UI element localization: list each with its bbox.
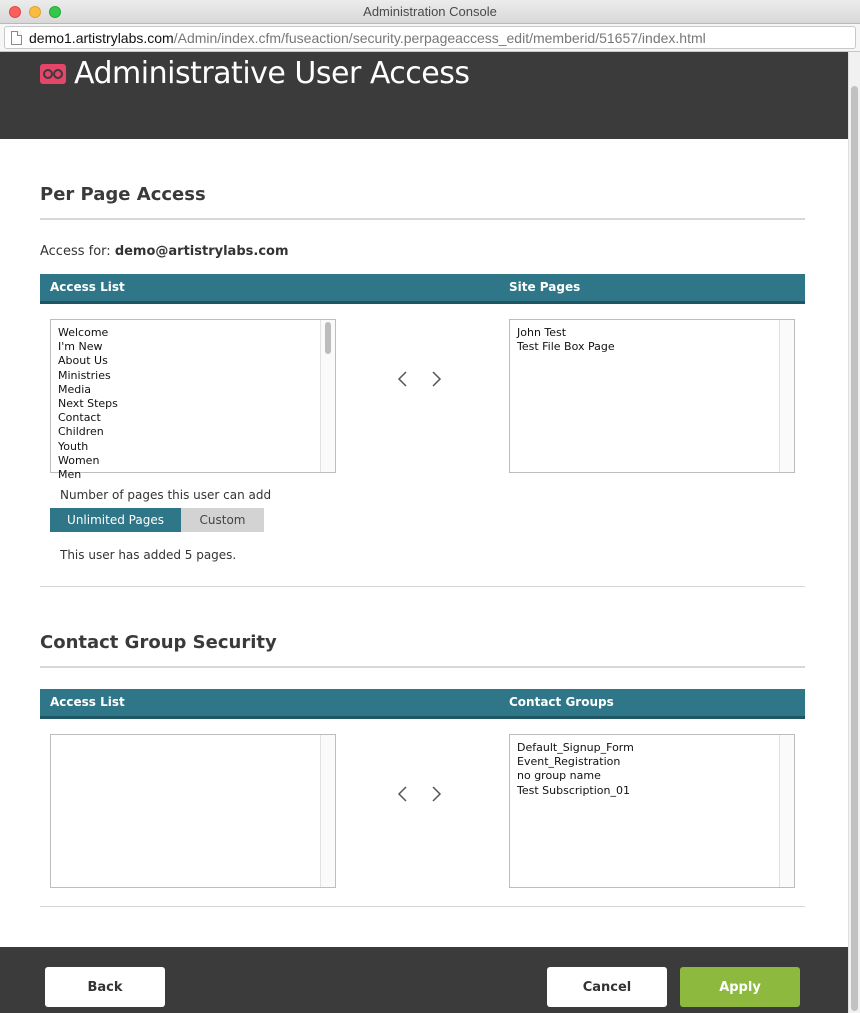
site-pages-list bbox=[517, 326, 615, 354]
chevron-left-icon bbox=[396, 369, 408, 389]
custom-pages-toggle[interactable]: Custom bbox=[181, 508, 264, 532]
contact-group-item[interactable]: Test Subscription_01 bbox=[517, 783, 631, 797]
address-bar bbox=[0, 24, 860, 52]
move-right-button[interactable] bbox=[431, 369, 443, 389]
document-icon bbox=[11, 31, 22, 45]
access-list-item[interactable]: Next Steps bbox=[58, 397, 118, 411]
divider bbox=[40, 586, 805, 587]
divider bbox=[40, 218, 805, 220]
page-count-label: Number of pages this user can add bbox=[60, 488, 272, 502]
divider bbox=[40, 666, 805, 668]
site-pages-box[interactable] bbox=[509, 319, 795, 473]
per-page-section-title: Per Page Access bbox=[40, 184, 206, 205]
url-text bbox=[29, 30, 706, 46]
access-for-user: demo@artistrylabs.com bbox=[114, 244, 289, 259]
footer-bar bbox=[0, 947, 848, 1013]
access-for bbox=[40, 244, 289, 259]
unlimited-pages-toggle[interactable]: Unlimited Pages bbox=[50, 508, 181, 532]
url-field[interactable] bbox=[4, 26, 856, 49]
site-page-item[interactable]: Test File Box Page bbox=[517, 340, 615, 354]
access-list-item[interactable]: Men bbox=[58, 468, 82, 482]
site-pages-scrollbar[interactable] bbox=[779, 320, 794, 472]
url-host: demo1.artistrylabs.com bbox=[29, 30, 174, 46]
access-list-scrollbar[interactable] bbox=[320, 320, 335, 472]
divider bbox=[40, 906, 805, 907]
page-scrollbar-thumb[interactable] bbox=[851, 86, 858, 1011]
contact-group-item[interactable]: Default_Signup_Form bbox=[517, 741, 634, 754]
access-list-header: Access List bbox=[50, 280, 125, 294]
cg-access-list-box[interactable] bbox=[50, 734, 336, 888]
contact-group-section-title: Contact Group Security bbox=[40, 632, 277, 653]
access-list-item[interactable]: Children bbox=[58, 425, 104, 439]
access-list-box[interactable] bbox=[50, 319, 336, 482]
site-page-item[interactable]: John Test bbox=[517, 326, 567, 339]
access-list bbox=[58, 326, 118, 482]
cg-move-right-button[interactable] bbox=[431, 784, 443, 804]
page-title: Administrative User Access bbox=[74, 56, 470, 91]
access-list-item[interactable]: Youth bbox=[58, 439, 89, 453]
logo-icon bbox=[40, 64, 66, 84]
contact-group-item[interactable]: no group name bbox=[517, 769, 601, 783]
app-header bbox=[0, 52, 848, 139]
url-path: /Admin/index.cfm/fuseaction/security.perpageaccess_edit/memberid/51657/index.html bbox=[173, 30, 706, 46]
per-page-table-header bbox=[40, 274, 805, 304]
contact-group-item[interactable]: Event_Registration bbox=[517, 755, 621, 769]
contact-groups-header: Contact Groups bbox=[509, 695, 614, 709]
contact-groups-box[interactable] bbox=[509, 734, 795, 888]
access-list-scrollbar-thumb[interactable] bbox=[325, 322, 331, 354]
contact-group-table-header bbox=[40, 689, 805, 719]
access-list-item[interactable]: About Us bbox=[58, 354, 108, 368]
window-titlebar bbox=[0, 0, 860, 24]
access-list-item[interactable]: Ministries bbox=[58, 368, 111, 382]
cg-access-list-header: Access List bbox=[50, 695, 125, 709]
cancel-button[interactable]: Cancel bbox=[547, 967, 667, 1007]
move-left-button[interactable] bbox=[396, 369, 408, 389]
chevron-right-icon bbox=[431, 369, 443, 389]
window-title: Administration Console bbox=[363, 4, 497, 19]
site-pages-header: Site Pages bbox=[509, 280, 581, 294]
cg-move-left-button[interactable] bbox=[396, 784, 408, 804]
access-list-item[interactable]: I'm New bbox=[58, 340, 103, 354]
access-list-item[interactable]: Welcome bbox=[58, 326, 109, 339]
contact-groups-list bbox=[517, 741, 634, 798]
page-scrollbar[interactable] bbox=[848, 52, 860, 1013]
chevron-right-icon bbox=[431, 784, 443, 804]
apply-button[interactable]: Apply bbox=[680, 967, 800, 1007]
access-list-item[interactable]: Contact bbox=[58, 411, 101, 425]
chevron-left-icon bbox=[396, 784, 408, 804]
contact-groups-scrollbar[interactable] bbox=[779, 735, 794, 887]
access-for-label: Access for: bbox=[40, 244, 111, 259]
cg-access-list-scrollbar[interactable] bbox=[320, 735, 335, 887]
access-list-item[interactable]: Media bbox=[58, 382, 92, 396]
access-list-item[interactable]: Women bbox=[58, 453, 100, 467]
pages-added-note: This user has added 5 pages. bbox=[60, 548, 237, 562]
back-button[interactable]: Back bbox=[45, 967, 165, 1007]
